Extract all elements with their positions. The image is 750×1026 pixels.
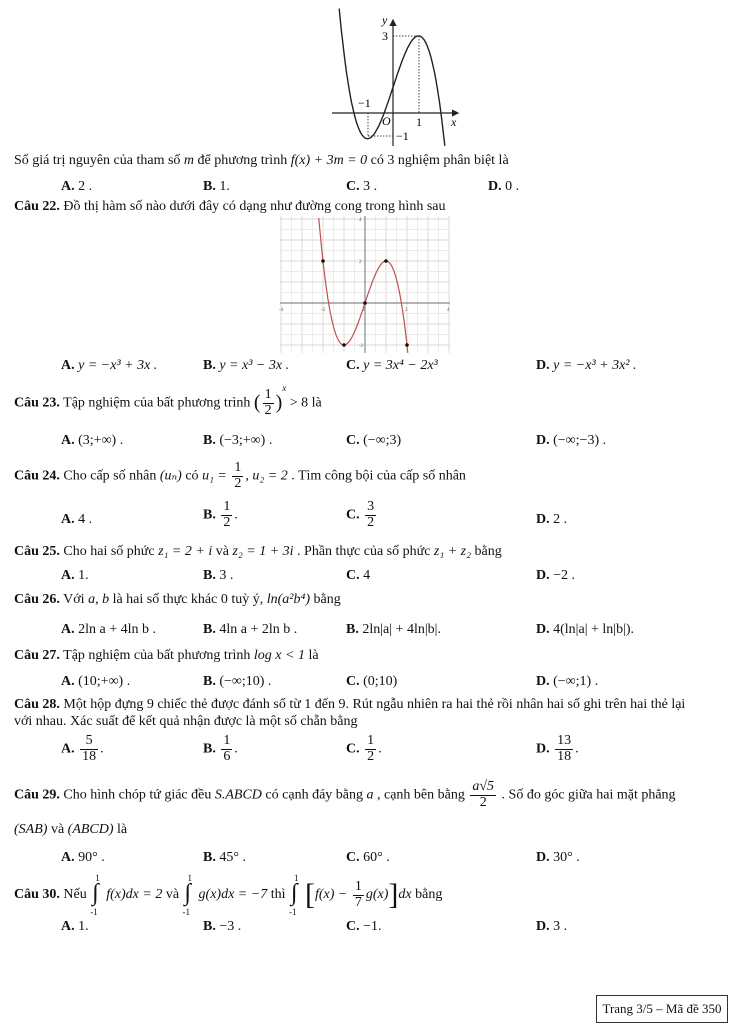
q26-text: là hai số thực khác 0 tuỳ ý, bbox=[109, 592, 267, 607]
option-value: 1. bbox=[78, 568, 89, 583]
option-label: B. bbox=[203, 507, 216, 523]
option-value: 45° . bbox=[219, 850, 246, 865]
option-value: 2 . bbox=[78, 179, 93, 194]
option-label: A. bbox=[61, 512, 75, 527]
option-label: A. bbox=[61, 850, 75, 865]
denominator: 7 bbox=[354, 894, 362, 910]
option-label: B. bbox=[203, 850, 216, 865]
denominator: 2 bbox=[264, 402, 272, 418]
option-value: −1. bbox=[363, 919, 382, 934]
q27-text: là bbox=[304, 648, 319, 663]
q23-fraction bbox=[263, 388, 274, 418]
question-number: Câu 27. bbox=[14, 648, 60, 663]
option-label: B. bbox=[203, 568, 216, 583]
q27-option-d[interactable] bbox=[536, 674, 598, 690]
graph-2-curve bbox=[319, 218, 408, 353]
graph-1-tick-1-x: 1 bbox=[416, 115, 422, 129]
graph-1-x-label: x bbox=[451, 115, 457, 129]
option-fraction bbox=[365, 734, 376, 764]
q24-option-c[interactable] bbox=[346, 500, 378, 530]
option-value: 4ln a + 2ln b . bbox=[219, 622, 298, 637]
option-suffix: . bbox=[234, 507, 238, 523]
q30-option-c[interactable] bbox=[346, 919, 382, 935]
option-value: 4 bbox=[363, 568, 371, 583]
q29-plane-abcd: (ABCD) bbox=[67, 822, 114, 837]
graph-1-curve bbox=[339, 9, 445, 146]
option-value: (3;+∞) . bbox=[78, 433, 124, 448]
denominator: 6 bbox=[223, 748, 231, 764]
option-label: A. bbox=[61, 741, 75, 757]
q29-a: a bbox=[366, 787, 374, 803]
graph-2-axes bbox=[280, 216, 450, 353]
integral-lower: -1 bbox=[90, 907, 98, 917]
option-value: (−3;+∞) . bbox=[219, 433, 273, 448]
graph-2-grid-plot bbox=[270, 210, 460, 355]
q28-option-a[interactable]: A. $\frac{5}{18}$ . bbox=[61, 733, 104, 764]
option-label: C. bbox=[346, 433, 360, 448]
denominator: 2 bbox=[234, 475, 242, 491]
q24-sequence: (uₙ) bbox=[159, 468, 182, 484]
option-label: B. bbox=[203, 741, 216, 757]
q25-option-d[interactable] bbox=[536, 568, 575, 584]
q30-integral-combo bbox=[289, 875, 305, 915]
option-value: 0 . bbox=[505, 179, 520, 194]
q24-option-a[interactable] bbox=[61, 512, 92, 528]
option-value: 3 . bbox=[553, 919, 568, 934]
graph-2-x-tick-label: 0 bbox=[363, 308, 366, 313]
q29-text: là bbox=[113, 822, 128, 837]
option-value: (−∞;−3) . bbox=[553, 433, 607, 448]
denominator: 2 bbox=[479, 794, 487, 810]
q23-text: > 8 là bbox=[286, 395, 322, 411]
option-value: (−∞;3) bbox=[363, 433, 402, 448]
q24-option-d[interactable] bbox=[536, 512, 567, 528]
q30-option-a[interactable] bbox=[61, 919, 89, 935]
q29-stem-line-2 bbox=[14, 822, 127, 838]
q21-stem bbox=[14, 153, 509, 169]
q27-expression: log x < 1 bbox=[253, 648, 305, 663]
q27-option-c[interactable] bbox=[346, 674, 397, 690]
q26-option-c[interactable] bbox=[346, 622, 441, 638]
q24-u1: u₁ = bbox=[202, 468, 231, 484]
q21-text: để phương trình bbox=[194, 153, 291, 168]
q26-stem bbox=[14, 592, 341, 608]
integral-lower: -1 bbox=[288, 907, 297, 917]
q22-option-d[interactable] bbox=[536, 358, 637, 374]
option-value: (0;10) bbox=[363, 674, 398, 689]
q25-z2: z₂ = 1 + 3i bbox=[232, 544, 294, 559]
q27-option-b[interactable] bbox=[203, 674, 271, 690]
q30-integral-f bbox=[90, 875, 106, 915]
q22-option-a[interactable] bbox=[61, 358, 157, 374]
q26-option-d[interactable] bbox=[536, 622, 634, 638]
q28-stem-line-2 bbox=[14, 714, 358, 730]
option-value: 2 . bbox=[553, 512, 568, 527]
graph-1-tick-3: 3 bbox=[382, 29, 388, 43]
option-label: A. bbox=[61, 568, 75, 583]
option-value: −2 . bbox=[553, 568, 576, 583]
numerator: 1 bbox=[354, 878, 362, 894]
q24-u1-fraction bbox=[232, 461, 243, 491]
numerator: 1 bbox=[223, 733, 231, 748]
option-label: B. bbox=[203, 179, 216, 194]
option-label: B. bbox=[203, 919, 216, 934]
q30-text: thì bbox=[267, 887, 289, 902]
question-number: Câu 30. bbox=[14, 887, 60, 902]
question-number: Câu 24. bbox=[14, 468, 60, 484]
option-label: A. bbox=[61, 433, 75, 448]
numerator: 1 bbox=[223, 499, 231, 514]
q26-text: bằng bbox=[310, 592, 341, 607]
option-label: D. bbox=[536, 512, 550, 527]
option-value: (−∞;10) . bbox=[219, 674, 272, 689]
q23-option-d[interactable] bbox=[536, 433, 606, 449]
option-value: 30° . bbox=[553, 850, 580, 865]
q24-stem bbox=[14, 461, 466, 491]
graph-2-point bbox=[363, 301, 367, 305]
q28-stem-line-1 bbox=[14, 697, 685, 713]
q30-dx: dx bbox=[398, 887, 412, 902]
graph-1-cubic bbox=[320, 0, 480, 150]
q24-text: . Tìm công bội của cấp số nhân bbox=[287, 468, 466, 484]
option-value: 60° . bbox=[363, 850, 390, 865]
graph-2-point bbox=[405, 343, 409, 347]
numerator: 13 bbox=[557, 733, 572, 748]
denominator: 2 bbox=[223, 514, 231, 530]
q29-text: , cạnh bên bằng bbox=[373, 787, 469, 803]
bracket-open: [ bbox=[304, 878, 315, 911]
graph-2-y-tick-label: 2 bbox=[359, 260, 362, 265]
q28-option-c[interactable]: C. $\frac{1}{2}$ . bbox=[346, 733, 382, 764]
q22-option-b[interactable] bbox=[203, 358, 289, 374]
q27-text: Tập nghiệm của bất phương trình bbox=[59, 648, 254, 663]
q28-option-d[interactable]: D. $\frac{13}{18}$ . bbox=[536, 733, 579, 764]
option-value: 90° . bbox=[78, 850, 105, 865]
option-label: D. bbox=[536, 358, 550, 373]
q25-z1: z₁ = 2 + i bbox=[158, 544, 213, 559]
q25-text: bằng bbox=[471, 544, 502, 559]
option-label: D. bbox=[536, 919, 550, 934]
integral-sign: ∫ bbox=[184, 880, 192, 906]
graph-2-y-tick-label: 4 bbox=[359, 218, 362, 223]
option-value: 2ln|a| + 4ln|b|. bbox=[362, 622, 441, 637]
q23-stem bbox=[14, 382, 322, 418]
q30-integral-g bbox=[183, 875, 199, 915]
graph-2-x-tick-label: 2 bbox=[405, 308, 408, 313]
option-fraction bbox=[221, 500, 232, 530]
q23-option-c[interactable] bbox=[346, 433, 401, 449]
q29-option-b[interactable] bbox=[203, 850, 246, 866]
q26-option-b[interactable] bbox=[203, 622, 297, 638]
q30-combo-f: f(x) − bbox=[314, 887, 351, 902]
q25-text: và bbox=[212, 544, 233, 559]
option-label: B. bbox=[203, 674, 216, 689]
option-label: C. bbox=[346, 358, 360, 373]
q25-text: Cho hai số phức bbox=[59, 544, 159, 559]
option-value: y = x³ − 3x . bbox=[219, 358, 290, 373]
option-value: (10;+∞) . bbox=[78, 674, 131, 689]
question-number: Câu 25. bbox=[14, 544, 60, 559]
q27-option-a[interactable] bbox=[61, 674, 130, 690]
q30-stem bbox=[14, 875, 442, 915]
q30-g-integral: g(x)dx = −7 bbox=[198, 887, 268, 902]
q24-u2: , u₂ = 2 bbox=[245, 468, 288, 484]
option-fraction bbox=[80, 734, 98, 764]
q26-expression: ln(a²b⁴) bbox=[266, 592, 311, 607]
q21-equation: f(x) + 3m = 0 bbox=[290, 153, 368, 168]
question-number: Câu 29. bbox=[14, 787, 60, 803]
q25-option-b[interactable] bbox=[203, 568, 233, 584]
graph-2-y-tick-label: -2 bbox=[359, 344, 364, 349]
q29-text: Cho hình chóp tứ giác đều bbox=[59, 787, 215, 803]
option-label: C. bbox=[346, 568, 360, 583]
option-label: D. bbox=[536, 741, 550, 757]
graph-2-x-tick-label: -4 bbox=[279, 308, 284, 313]
option-fraction bbox=[221, 734, 232, 764]
integral-sign: ∫ bbox=[290, 880, 298, 906]
question-number: Câu 28. bbox=[14, 697, 60, 712]
q28-text: Một hộp đựng 9 chiếc thẻ được đánh số từ 1 đến 9. Rút ngẫu nhiên ra hai thẻ rồi nhân hai số ghi trên hai thẻ lại bbox=[59, 697, 686, 712]
option-fraction bbox=[555, 734, 573, 764]
q25-option-c[interactable] bbox=[346, 568, 370, 584]
q26-text: Với bbox=[59, 592, 89, 607]
q30-combo-fraction bbox=[353, 880, 364, 910]
q30-text: Nếu bbox=[59, 887, 91, 902]
paren: ( bbox=[253, 391, 261, 414]
option-fraction bbox=[365, 500, 376, 530]
option-value: 4 . bbox=[78, 512, 93, 527]
q25-stem bbox=[14, 544, 502, 560]
q21-option-d[interactable] bbox=[488, 179, 519, 195]
option-label: C. bbox=[346, 919, 360, 934]
q29-option-c[interactable] bbox=[346, 850, 390, 866]
q25-option-a[interactable] bbox=[61, 568, 89, 584]
numerator: 1 bbox=[234, 460, 242, 475]
numerator: 1 bbox=[367, 733, 375, 748]
q30-option-d[interactable] bbox=[536, 919, 567, 935]
option-label: C. bbox=[346, 850, 360, 865]
option-label: B. bbox=[203, 358, 216, 373]
q29-option-d[interactable] bbox=[536, 850, 580, 866]
question-number: Câu 23. bbox=[14, 395, 60, 411]
option-label: D. bbox=[536, 622, 550, 637]
option-label: B. bbox=[203, 433, 216, 448]
q30-text: và bbox=[162, 887, 183, 902]
q30-text: bằng bbox=[411, 887, 443, 902]
option-label: C. bbox=[346, 179, 360, 194]
q27-stem bbox=[14, 648, 319, 664]
graph-2-point bbox=[321, 259, 325, 263]
option-value: −3 . bbox=[219, 919, 242, 934]
numerator: 1 bbox=[264, 387, 272, 402]
option-value: 4(ln|a| + ln|b|). bbox=[553, 622, 635, 637]
graph-1-y-label: y bbox=[382, 13, 388, 27]
q30-option-b[interactable] bbox=[203, 919, 241, 935]
option-label: A. bbox=[61, 358, 75, 373]
graph-2-x-tick-label: 4 bbox=[447, 308, 450, 313]
q30-f-integral: f(x)dx = 2 bbox=[106, 887, 163, 902]
q29-text: . Số đo góc giữa hai mặt phẳng bbox=[498, 787, 676, 803]
option-value: (−∞;1) . bbox=[553, 674, 599, 689]
option-label: A. bbox=[61, 179, 75, 194]
option-value: 1. bbox=[219, 179, 230, 194]
graph-2-point bbox=[384, 259, 388, 263]
q23-option-a[interactable] bbox=[61, 433, 123, 449]
q23-text: Tập nghiệm của bất phương trình bbox=[59, 395, 254, 411]
option-label: A. bbox=[61, 622, 75, 637]
integral-upper: 1 bbox=[187, 873, 193, 883]
paren: ) bbox=[275, 391, 283, 414]
q24-text: có bbox=[181, 468, 203, 484]
numerator: 5 bbox=[80, 734, 98, 750]
option-label: C. bbox=[346, 507, 360, 523]
option-label: D. bbox=[536, 568, 550, 583]
q22-option-c[interactable] bbox=[346, 358, 438, 374]
option-label: D. bbox=[536, 674, 550, 689]
graph-1-tick-neg1-x: −1 bbox=[358, 96, 371, 110]
q25-sum: z₁ + z₂ bbox=[433, 544, 471, 559]
q29-pyramid: S.ABCD bbox=[214, 787, 262, 803]
denominator: 18 bbox=[557, 748, 572, 764]
q30-combo-g: g(x) bbox=[365, 887, 389, 902]
graph-1-origin: O bbox=[382, 114, 391, 128]
q26-option-a[interactable] bbox=[61, 622, 156, 638]
q29-text: và bbox=[47, 822, 68, 837]
option-label: B. bbox=[203, 622, 216, 637]
graph-2-x-tick-label: -2 bbox=[321, 308, 326, 313]
option-label: D. bbox=[488, 179, 502, 194]
q24-text: Cho cấp số nhân bbox=[59, 468, 160, 484]
q21-m: m bbox=[183, 153, 195, 168]
question-number: Câu 22. bbox=[14, 199, 60, 214]
integral-upper: 1 bbox=[293, 873, 299, 883]
q26-vars: a, b bbox=[88, 592, 110, 607]
q21-option-b[interactable] bbox=[203, 179, 230, 195]
graph-2-point bbox=[342, 343, 346, 347]
denominator: 2 bbox=[367, 748, 375, 764]
page-number-label: Trang 3/5 – Mã đề 350 bbox=[602, 1001, 722, 1016]
option-value: y = 3x⁴ − 2x³ bbox=[363, 358, 438, 373]
q29-text: có cạnh đáy bằng bbox=[261, 787, 367, 803]
option-label: B. bbox=[346, 622, 359, 637]
page-footer bbox=[596, 995, 728, 1023]
graph-1-tick-neg1-y: −1 bbox=[396, 129, 409, 143]
q21-text: Số giá trị nguyên của tham số bbox=[14, 153, 184, 168]
option-value: 1. bbox=[78, 919, 89, 934]
numerator: a√5 bbox=[472, 779, 495, 794]
option-value: y = −x³ + 3x² . bbox=[553, 358, 637, 373]
denominator: 18 bbox=[82, 748, 97, 764]
q29-stem-line-1 bbox=[14, 780, 676, 810]
q25-text: . Phần thực của số phức bbox=[293, 544, 434, 559]
option-label: C. bbox=[346, 674, 360, 689]
option-value: 3 . bbox=[219, 568, 234, 583]
numerator: 3 bbox=[367, 499, 375, 514]
option-label: A. bbox=[61, 919, 75, 934]
q29-plane-sab: (SAB) bbox=[14, 822, 48, 837]
option-value: 3 . bbox=[363, 179, 378, 194]
q23-exponent: x bbox=[282, 382, 287, 393]
q28-text: với nhau. Xác suất để kết quả nhận được là một số chẵn bằng bbox=[14, 714, 358, 729]
integral-upper: 1 bbox=[95, 873, 100, 883]
bracket-close: ] bbox=[388, 878, 399, 911]
integral-lower: -1 bbox=[182, 907, 191, 917]
q21-option-c[interactable] bbox=[346, 179, 377, 195]
q23-option-b[interactable] bbox=[203, 433, 272, 449]
option-label: D. bbox=[536, 433, 550, 448]
q29-edge-fraction bbox=[470, 780, 496, 810]
q22-text: Đồ thị hàm số nào dưới đây có dạng như đường cong trong hình sau bbox=[59, 199, 446, 214]
option-label: A. bbox=[61, 674, 75, 689]
q21-text: có 3 nghiệm phân biệt là bbox=[367, 153, 509, 168]
denominator: 2 bbox=[367, 514, 375, 530]
question-number: Câu 26. bbox=[14, 592, 60, 607]
q29-option-a[interactable] bbox=[61, 850, 105, 866]
q24-option-b[interactable] bbox=[203, 500, 238, 530]
option-value: 2ln a + 4ln b . bbox=[78, 622, 157, 637]
integral-sign: ∫ bbox=[92, 880, 99, 906]
option-value: y = −x³ + 3x . bbox=[78, 358, 158, 373]
option-label: C. bbox=[346, 741, 360, 757]
option-label: D. bbox=[536, 850, 550, 865]
q21-option-a[interactable] bbox=[61, 179, 92, 195]
q28-option-b[interactable]: B. $\frac{1}{6}$ . bbox=[203, 733, 238, 764]
